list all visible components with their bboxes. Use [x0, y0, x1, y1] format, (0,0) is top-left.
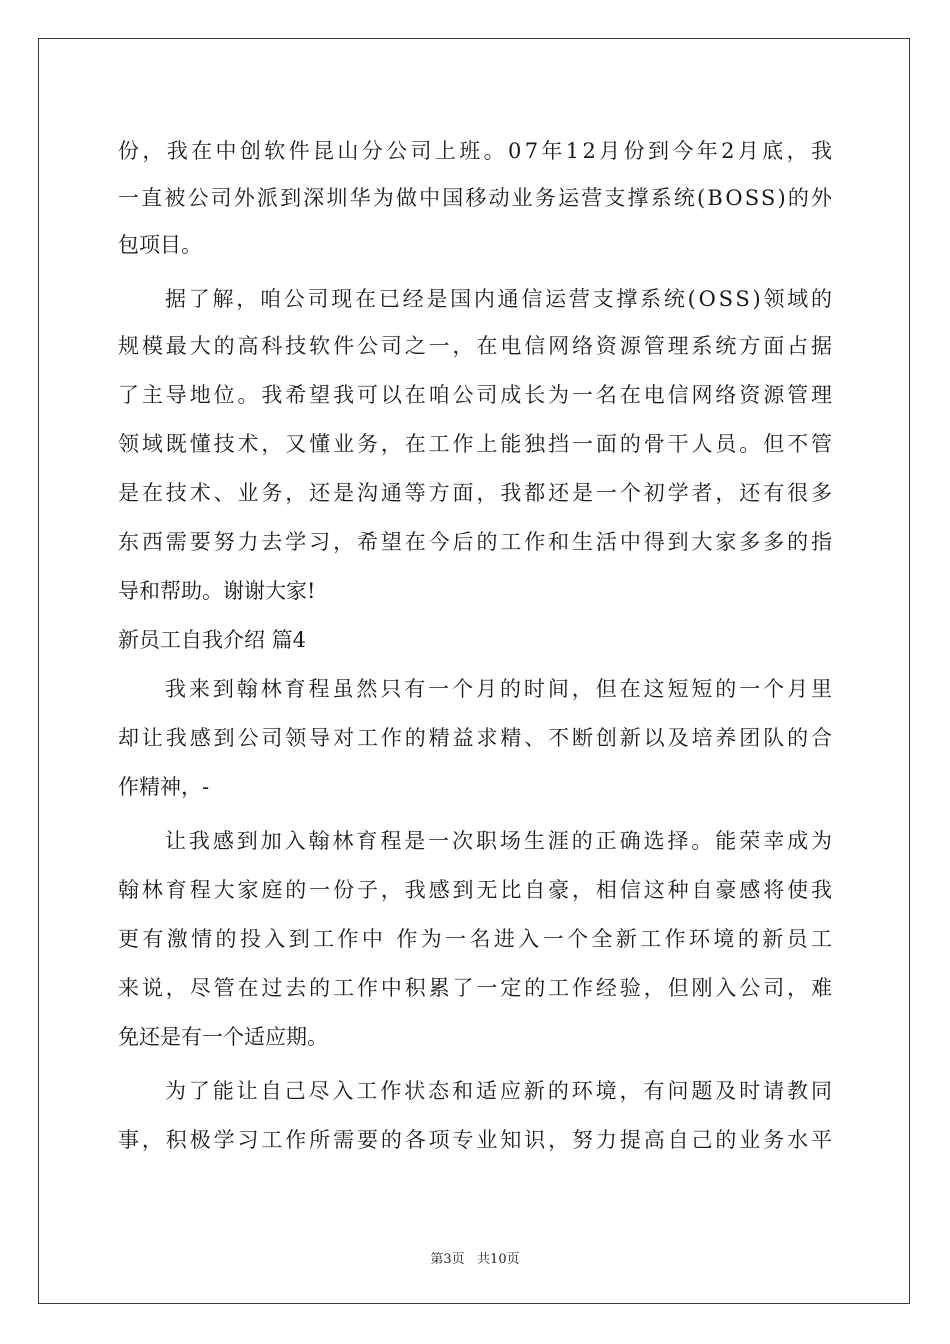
text-line-content: 包项目。	[118, 233, 202, 257]
text-line-content: 我来到翰林育程虽然只有一个月的时间，但在这短短的一个月里	[165, 677, 835, 701]
page-border	[38, 38, 910, 1304]
text-line-content: 来说，尽管在过去的工作中积累了一定的工作经验，但刚入公司，难	[118, 976, 835, 1000]
text-line-content: 是在技术、业务，还是沟通等方面，我都还是一个初学者，还有很多	[118, 481, 835, 505]
text-line-content: 据了解，咱公司现在已经是国内通信运营支撑系统(OSS)领域的	[165, 287, 835, 311]
section-heading-text: 新员工自我介绍 篇4	[118, 628, 307, 652]
text-line-content: 为了能让自己尽入工作状态和适应新的环境，有问题及时请教同	[165, 1079, 835, 1103]
text-line-content: 导和帮助。谢谢大家!	[118, 579, 316, 603]
text-line-content: 更有激情的投入到工作中 作为一名进入一个全新工作环境的新员工	[118, 927, 836, 951]
text-line-content: 了主导地位。我希望我可以在咱公司成长为一名在电信网络资源管理	[118, 383, 835, 407]
text-line-content: 免还是有一个适应期。	[118, 1025, 328, 1049]
text-line-content: 却让我感到公司领导对工作的精益求精、不断创新以及培养团队的合	[118, 726, 835, 750]
text-line-content: 翰林育程大家庭的一份子，我感到无比自豪，相信这种自豪感将使我	[118, 878, 835, 902]
text-line-content: 事，积极学习工作所需要的各项专业知识，努力提高自己的业务水平	[118, 1128, 835, 1152]
text-line-content: 让我感到加入翰林育程是一次职场生涯的正确选择。能荣幸成为	[165, 829, 835, 853]
text-line-content: 份，我在中创软件昆山分公司上班。07年12月份到今年2月底，我	[118, 139, 836, 163]
text-line-content: 一直被公司外派到深圳华为做中国移动业务运营支撑系统(BOSS)的外	[118, 186, 835, 210]
page-number-footer: 第3页 共10页	[430, 1252, 520, 1267]
text-line-content: 作精神，-	[118, 775, 210, 799]
text-line-content: 领域既懂技术，又懂业务，在工作上能独挡一面的骨干人员。但不管	[118, 432, 835, 456]
text-line-content: 规模最大的高科技软件公司之一，在电信网络资源管理系统方面占据	[118, 334, 835, 358]
text-line-content: 东西需要努力去学习，希望在今后的工作和生活中得到大家多多的指	[118, 530, 835, 554]
